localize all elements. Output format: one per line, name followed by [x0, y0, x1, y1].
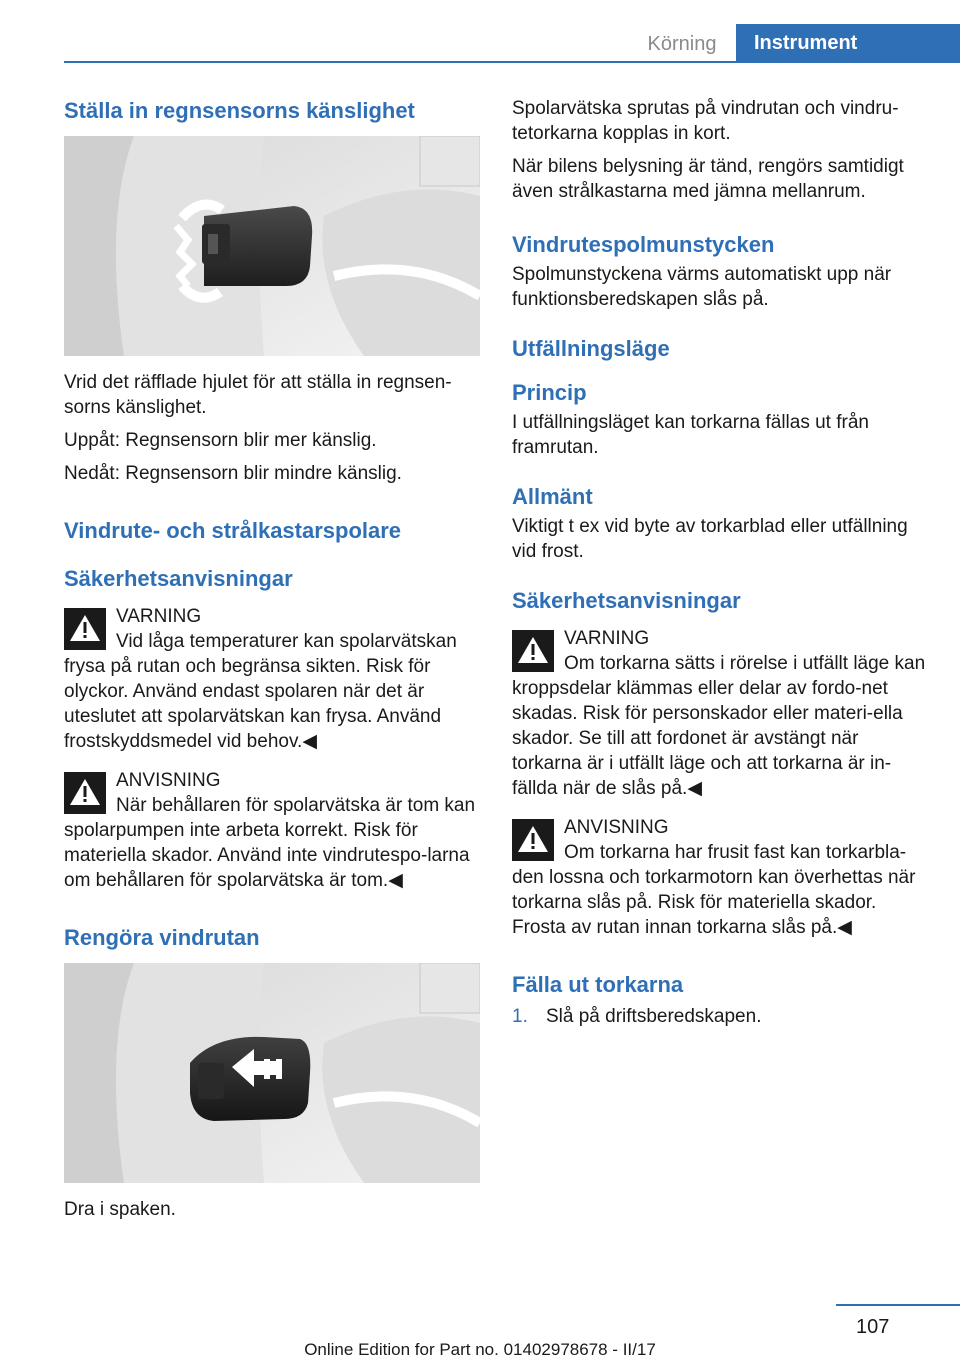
heading-rain-sensor: Ställa in regnsensorns känslighet — [64, 98, 415, 123]
warning-triangle-icon — [512, 630, 554, 672]
warning-text-2: Om torkarna sätts i rörelse i utfällt läge kan kroppsdelar klämmas eller delar av fordo-net skadas. Risk för personskador eller materi-ella skador. Se till att fordonet är avstängt när torkarna är i utfällt läge och att torkarna är in-fällda när de slås på.◀ — [512, 653, 926, 799]
warning-triangle-icon — [64, 608, 106, 650]
heading-general: Allmänt — [512, 484, 593, 509]
paragraph-general: Viktigt t ex vid byte av torkarblad eller utfällning vid frost. — [512, 516, 908, 562]
page-number: 107 — [856, 1316, 890, 1338]
figure1-caption: Vrid det räfflade hjulet för att ställa in regnsen-sorns känslighet. — [64, 372, 452, 418]
edition-footer: Online Edition for Part no. 01402978678 - II/17 — [304, 1340, 656, 1359]
figure2-caption: Dra i spaken. — [64, 1199, 176, 1220]
footer-rule — [836, 1304, 960, 1306]
heading-nozzles: Vindrutespolmunstycken — [512, 232, 775, 257]
notice-text-1: När behållaren för spolarvätska är tom kan spolarpumpen inte arbeta korrekt. Risk för materiella skador. Använd inte vindrutespo-larna om behållaren för spolarvätska är tom.◀ — [64, 795, 476, 891]
right-column — [512, 96, 930, 1029]
warning-text-1: Vid låga temperaturer kan spolarvätskan frysa på rutan och begränsa sikten. Risk för olyckor. Använd endast spolaren när det är uteslutet att spolarvätskan kan frysa. Använd frostskyddsmedel vid behov.◀ — [64, 631, 457, 752]
steps-list — [512, 1004, 930, 1029]
paragraph-principle: I utfällningsläget kan torkarna fällas ut från framrutan. — [512, 412, 869, 458]
heading-safety-right: Säkerhetsanvisningar — [512, 588, 741, 613]
warning-block-2 — [512, 626, 930, 801]
stalk-pull-illustration — [64, 963, 480, 1183]
left-column — [64, 96, 482, 1230]
figure-rain-sensor-wheel — [64, 136, 480, 356]
section-tab-instrument[interactable]: Instrument — [736, 24, 960, 62]
paragraph-up: Uppåt: Regnsensorn blir mer känslig. — [64, 430, 377, 451]
notice-title-1: ANVISNING — [116, 770, 221, 791]
warning-triangle-icon — [64, 772, 106, 814]
heading-principle: Princip — [512, 380, 587, 405]
paragraph-nozzles: Spolmunstyckena värms automatiskt upp när funktionsberedskapen slås på. — [512, 264, 892, 310]
stalk-wheel-illustration — [64, 136, 480, 356]
paragraph-lights: När bilens belysning är tänd, rengörs samtidigt även strålkastarna med jämna mellanrum. — [512, 156, 904, 202]
section-tab-korning[interactable]: Körning — [647, 33, 717, 55]
paragraph-down: Nedåt: Regnsensorn blir mindre känslig. — [64, 463, 402, 484]
warning-title-2: VARNING — [564, 628, 650, 649]
notice-block-1 — [64, 768, 482, 893]
page-header — [0, 0, 960, 62]
heading-safety-left: Säkerhetsanvisningar — [64, 566, 293, 591]
heading-washer: Vindrute- och strålkastarspolare — [64, 518, 402, 543]
heading-fold-position: Utfällningsläge — [512, 336, 670, 361]
warning-title-1: VARNING — [116, 606, 202, 627]
heading-clean-windscreen: Rengöra vindrutan — [64, 925, 260, 950]
warning-triangle-icon — [512, 819, 554, 861]
warning-block-1 — [64, 604, 482, 754]
paragraph-spray: Spolarvätska sprutas på vindrutan och vindru-tetorkarna kopplas in kort. — [512, 98, 899, 144]
notice-text-2: Om torkarna har frusit fast kan torkarbla-den lossna och torkarmotorn kan överhettas när torkarna slås på. Risk för materiella skador. Frosta av rutan innan torkarna slås på.◀ — [512, 842, 916, 938]
step-text: Slå på driftsberedskapen. — [546, 1006, 762, 1027]
heading-fold-out: Fälla ut torkarna — [512, 972, 684, 997]
figure-pull-stalk — [64, 963, 480, 1183]
step-number: 1. — [512, 1006, 528, 1027]
list-item — [512, 1004, 930, 1029]
notice-title-2: ANVISNING — [564, 817, 669, 838]
header-rule — [64, 61, 960, 63]
notice-block-2 — [512, 815, 930, 940]
